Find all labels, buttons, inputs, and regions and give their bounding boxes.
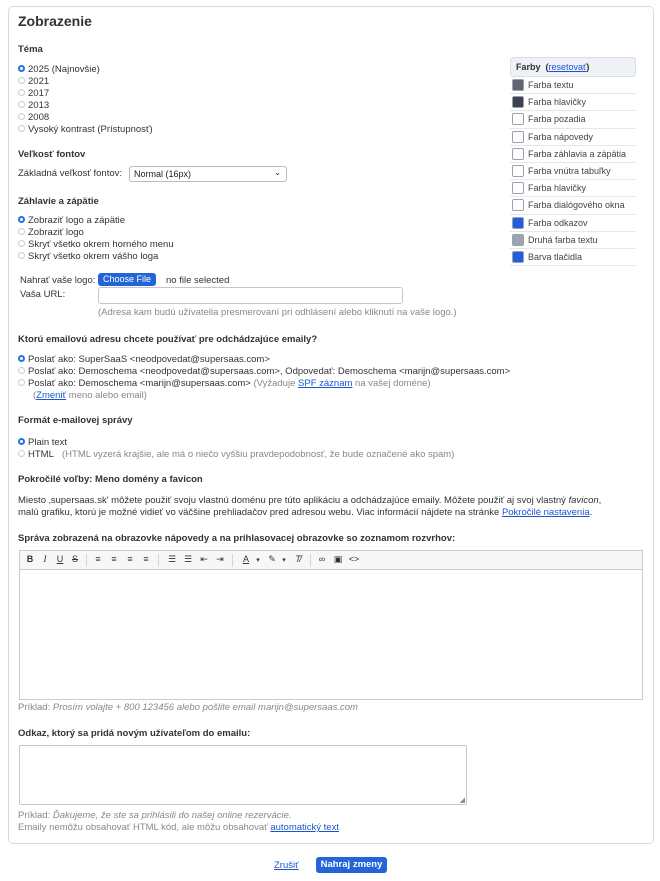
file-status: no file selected <box>166 275 230 286</box>
color-label: Druhá farba textu <box>528 234 598 245</box>
resize-handle-icon[interactable]: ◢ <box>459 797 465 804</box>
advanced-heading: Pokročilé voľby: Meno domény a favicon <box>18 474 203 485</box>
theme-option-label: 2008 <box>28 112 50 123</box>
email-heading: Ktorú emailovú adresu chcete používať pre odchádzajúce emaily? <box>18 334 318 345</box>
welcome-note <box>18 822 339 833</box>
bold-icon[interactable]: B <box>26 554 34 564</box>
color-label: Farba dialógového okna <box>528 200 625 211</box>
page-title: Zobrazenie <box>18 13 92 29</box>
email-option-label: Poslať ako: SuperSaaS <neodpovedat@supersaas.com> <box>28 354 270 365</box>
header-footer-heading: Záhlavie a zápätie <box>18 196 99 207</box>
align-left-icon[interactable]: ≡ <box>95 554 101 564</box>
theme-heading: Téma <box>18 44 43 55</box>
indent-icon[interactable]: ⇥ <box>216 554 224 564</box>
clear-format-icon[interactable]: T̸ <box>295 554 301 564</box>
color-row[interactable] <box>510 94 636 111</box>
spf-note: (Vyžaduje <box>253 378 296 389</box>
color-label: Farba pozadia <box>528 114 586 125</box>
theme-radio-2013[interactable] <box>18 101 25 108</box>
layout-option-label: Skryť všetko okrem vášho loga <box>28 251 159 262</box>
welcome-link-heading: Odkaz, ktorý sa pridá novým užívateľom do emailu: <box>18 728 251 739</box>
layout-radio-logo-only[interactable] <box>18 252 25 259</box>
theme-option-label: 2017 <box>28 88 50 99</box>
color-row[interactable] <box>510 111 636 128</box>
color-label: Farba odkazov <box>528 217 588 228</box>
upload-logo-label: Nahrať vaše logo: <box>20 275 96 286</box>
format-heading: Formát e-mailovej správy <box>18 415 133 426</box>
color-label: Farba hlavičky <box>528 97 587 108</box>
color-row[interactable] <box>510 77 636 94</box>
color-row[interactable] <box>510 129 636 146</box>
color-row[interactable] <box>510 163 636 180</box>
color-label: Farba nápovedy <box>528 131 594 142</box>
theme-radio-2008[interactable] <box>18 113 25 120</box>
example-text: Prosím volajte + 800 123456 alebo pošlite email marijn@supersaas.com <box>52 702 358 713</box>
color-row[interactable] <box>510 197 636 214</box>
email-option-label: Poslať ako: Demoschema <marijn@supersaas.com> <box>28 378 251 389</box>
layout-radio-top-menu[interactable] <box>18 240 25 247</box>
auto-text-link[interactable]: automatický text <box>270 822 339 833</box>
text-color-icon[interactable]: A <box>242 554 249 564</box>
format-plain-label: Plain text <box>28 437 68 448</box>
cancel-link[interactable]: Zrušiť <box>274 860 299 871</box>
color-row[interactable] <box>510 249 636 266</box>
color-label: Farba textu <box>528 80 574 90</box>
highlight-icon[interactable]: ✎ <box>268 554 276 564</box>
logout-url-input[interactable] <box>98 287 403 304</box>
code-icon[interactable]: <> <box>348 554 360 564</box>
theme-option-label: Vysoký kontrast (Prístupnosť) <box>28 124 153 135</box>
colors-table <box>510 57 636 266</box>
numbered-list-icon[interactable]: ☰ <box>183 554 193 564</box>
toolbar-separator <box>86 554 87 567</box>
link-icon[interactable]: ∞ <box>318 554 326 564</box>
chevron-down-icon[interactable]: ▾ <box>256 557 260 564</box>
color-label: Farba záhlavia a zápätia <box>528 148 627 159</box>
layout-option-label: Zobraziť logo <box>28 227 84 238</box>
format-radio-plain[interactable] <box>18 438 25 445</box>
color-label: Farba vnútra tabuľky <box>528 165 611 176</box>
strikethrough-icon[interactable]: S <box>71 554 78 564</box>
help-example <box>18 702 358 713</box>
example-label: Príklad: <box>18 810 51 821</box>
email-option-own <box>28 378 431 389</box>
advanced-period: . <box>589 507 593 518</box>
advanced-line-1: Miesto ‚supersaas.sk' môžete použiť svoju vlastnú doménu pre túto aplikáciu a odchádzajúce emaily. Môžete použiť aj svoj vlastný favicon, <box>18 495 602 506</box>
change-email-link[interactable]: Zmeniť <box>36 390 67 401</box>
color-swatch[interactable] <box>512 165 524 177</box>
spf-link[interactable]: SPF záznam <box>298 378 353 389</box>
font-size-select[interactable] <box>129 166 287 182</box>
advanced-text: malú grafiku, ktorú je možné vidieť vo väčšine prehliadačov pred adresou webu. Viac informácií nájdete na stránke <box>18 507 500 518</box>
submit-button[interactable]: Nahraj zmeny <box>316 857 387 873</box>
color-swatch[interactable] <box>512 113 524 125</box>
chevron-down-icon: ⌄ <box>274 168 281 177</box>
outdent-icon[interactable]: ⇤ <box>200 554 208 564</box>
toolbar-separator <box>310 554 311 567</box>
theme-radio-2025[interactable] <box>18 65 25 72</box>
email-option-label: Poslať ako: Demoschema <neodpovedat@supersaas.com>, Odpovedať: Demoschema <marijn@supersaas.com> <box>28 366 511 377</box>
underline-icon[interactable]: U <box>56 554 64 564</box>
email-radio-own[interactable] <box>18 379 25 386</box>
color-swatch[interactable] <box>512 79 524 91</box>
spf-note: na vašej doméne) <box>355 378 431 389</box>
example-label: Príklad: <box>18 702 51 713</box>
font-size-value: Normal (16px) <box>134 169 192 179</box>
chevron-down-icon[interactable]: ▾ <box>282 557 286 564</box>
toolbar-separator <box>232 554 233 567</box>
note-text: Emaily nemôžu obsahovať HTML kód, ale môžu obsahovať <box>18 822 268 833</box>
theme-radio-2017[interactable] <box>18 89 25 96</box>
url-hint: (Adresa kam budú užívatelia presmerovaní pri odhlásení alebo kliknutí na vaše logo.) <box>98 307 457 318</box>
url-label: Vaša URL: <box>20 289 66 300</box>
colors-heading: Farby <box>516 62 541 72</box>
color-swatch[interactable] <box>512 199 524 211</box>
choose-file-button[interactable]: Choose File <box>98 273 156 286</box>
theme-option-label: 2013 <box>28 100 50 111</box>
layout-option-label: Zobraziť logo a zápätie <box>28 215 126 226</box>
colors-header: Farby (resetovať) <box>510 57 636 77</box>
change-note: meno alebo email) <box>68 390 147 401</box>
theme-option-label: 2021 <box>28 76 50 87</box>
theme-option-label: 2025 (Najnovšie) <box>28 64 100 75</box>
color-row[interactable] <box>510 232 636 249</box>
layout-radio-logo-footer[interactable] <box>18 216 25 223</box>
align-right-icon[interactable]: ≡ <box>127 554 133 564</box>
toolbar-separator <box>158 554 159 567</box>
layout-radio-logo[interactable] <box>18 228 25 235</box>
reset-colors-link[interactable]: resetovať <box>548 62 587 72</box>
change-line: (Zmeniť meno alebo email) <box>33 390 147 401</box>
align-center-icon[interactable]: ≡ <box>111 554 117 564</box>
advanced-text: Miesto ‚supersaas.sk' môžete použiť svoju vlastnú doménu pre túto aplikáciu a odchádzajúce emaily. Môžete použiť aj svoj vlastný <box>18 495 566 506</box>
email-radio-reply-to[interactable] <box>18 367 25 374</box>
advanced-favicon: favicon <box>568 495 599 506</box>
welcome-link-textarea[interactable] <box>19 745 467 805</box>
layout-option-label: Skryť všetko okrem horného menu <box>28 239 174 250</box>
bullet-list-icon[interactable]: ☰ <box>167 554 177 564</box>
color-swatch[interactable] <box>512 131 524 143</box>
color-swatch[interactable] <box>512 234 524 246</box>
email-radio-supersaas[interactable] <box>18 355 25 362</box>
image-icon[interactable]: ▣ <box>333 554 343 564</box>
editor-toolbar <box>19 550 643 570</box>
font-size-label: Základná veľkosť fontov: <box>18 168 123 179</box>
example-text: Ďakujeme, že ste sa prihlásili do našej online rezervácie. <box>52 810 292 821</box>
color-row[interactable] <box>510 215 636 232</box>
help-message-editor[interactable] <box>19 570 643 700</box>
color-swatch[interactable] <box>512 182 524 194</box>
align-justify-icon[interactable]: ≡ <box>143 554 149 564</box>
color-row[interactable] <box>510 146 636 163</box>
advanced-settings-link[interactable]: Pokročilé nastavenia <box>501 507 590 518</box>
advanced-line-2 <box>18 507 592 518</box>
font-heading: Veľkosť fontov <box>18 149 86 160</box>
help-message-heading: Správa zobrazená na obrazovke nápovedy a na prihlasovacej obrazovke so zoznamom rozvrhov: <box>18 533 456 544</box>
color-row[interactable] <box>510 180 636 197</box>
color-swatch[interactable] <box>512 217 524 229</box>
format-html-note: (HTML vyzerá krajšie, ale má o niečo vyššiu pravdepodobnosť, že bude označené ako spam) <box>62 449 455 460</box>
format-html-label: HTML <box>28 449 54 460</box>
italic-icon[interactable]: I <box>43 554 47 564</box>
format-radio-html[interactable] <box>18 450 25 457</box>
theme-radio-2021[interactable] <box>18 77 25 84</box>
color-swatch[interactable] <box>512 148 524 160</box>
welcome-example <box>18 810 292 821</box>
color-swatch[interactable] <box>512 251 524 263</box>
theme-radio-high-contrast[interactable] <box>18 125 25 132</box>
color-label: Farba hlavičky <box>528 183 587 194</box>
color-swatch[interactable] <box>512 96 524 108</box>
color-label: Barva tlačidla <box>528 251 583 262</box>
